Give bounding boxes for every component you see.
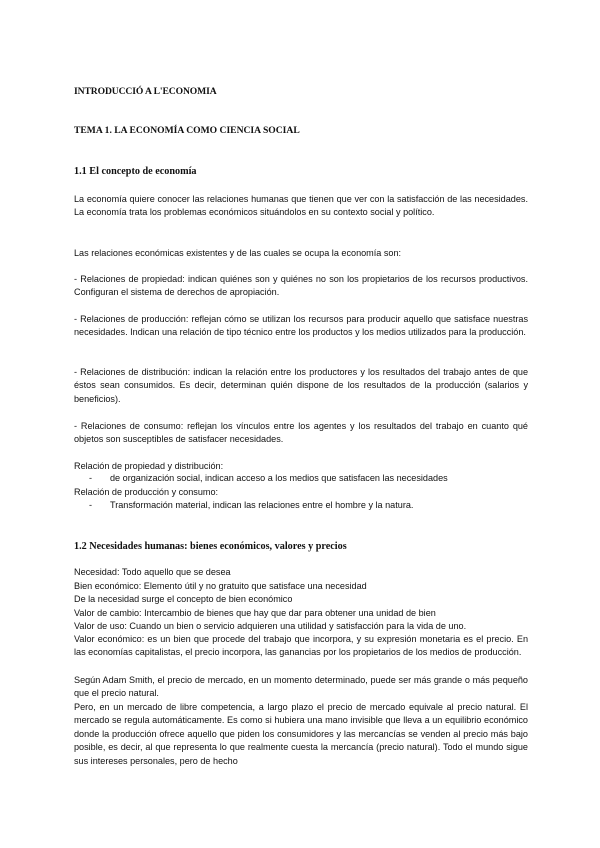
bullet-dash: - <box>89 500 93 510</box>
line-valor-uso: Valor de uso: Cuando un bien o servicio adquieren una utilidad y satisfacción para la vida de uno. <box>74 621 467 631</box>
bullet-transformacion-material: Transformación material, indican las relaciones entre el hombre y la natura. <box>110 500 414 510</box>
paragraph-intro: La economía quiere conocer las relaciones humanas que tienen que ver con la satisfacción de las necesidades. La economía trata los problemas económicos situándolos en su contexto social y político. <box>74 194 528 218</box>
paragraph-libre-competencia: Pero, en un mercado de libre competencia, a largo plazo el precio de mercado equivale al precio natural. El mercado se regula automáticamente. Es como si hubiera una mano invisible que lleva a un equilibrio económico donde la producción ofrece aquello que piden los consumidores y las mercancías se venden al precio más bajo posible, es decir, al que representa lo que realmente cuesta la mercancía (precio natural). Todo el mundo sigue sus intereses personales, pero de hecho <box>74 702 528 766</box>
line-surge-concepto: De la necesidad surge el concepto de bien económico <box>74 594 293 604</box>
paragraph-adam-smith: Según Adam Smith, el precio de mercado, en un momento determinado, puede ser más grande o más pequeño que el precio natural. <box>74 675 528 699</box>
section-1-heading: 1.1 El concepto de economía <box>74 166 197 177</box>
paragraph-consumo: - Relaciones de consumo: reflejan los vínculos entre los agentes y los resultados del trabajo en cuanto qué objetos son susceptibles de satisfacer necesidades. <box>74 421 528 445</box>
paragraph-relations: Las relaciones económicas existentes y de las cuales se ocupa la economía son: <box>74 248 402 258</box>
line-valor-cambio: Valor de cambio: Intercambio de bienes que hay que dar para obtener una unidad de bien <box>74 608 436 618</box>
bullet-organizacion-social: de organización social, indican acceso a los medios que satisfacen las necesidades <box>110 473 448 483</box>
tema-title: TEMA 1. LA ECONOMÍA COMO CIENCIA SOCIAL <box>74 125 300 136</box>
bullet-dash: - <box>89 473 93 483</box>
paragraph-produccion: - Relaciones de producción: reflejan cómo se utilizan los recursos para producir aquello que satisface nuestras necesidades. Indican una relación de tipo técnico entre los productos y los medios utilizados para la producción. <box>74 314 528 338</box>
paragraph-distribucion: - Relaciones de distribución: indican la relación entre los productores y los resultados del trabajo antes de que éstos sean consumidos. Es decir, determinan quién dispone de los resultados de la producción (salarios y beneficios). <box>74 367 528 404</box>
paragraph-propiedad: - Relaciones de propiedad: indican quiénes son y quiénes no son los propietarios de los recursos productivos. Configuran el sistema de derechos de apropiación. <box>74 274 528 298</box>
relation-propiedad-distribucion: Relación de propiedad y distribución: <box>74 461 224 471</box>
paragraph-valor-economico: Valor económico: es un bien que procede del trabajo que incorpora, y su expresión monetaria es el precio. En las economías capitalistas, el precio incorpora, las ganancias por los propietarios de los medios de producción. <box>74 634 528 658</box>
line-necesidad: Necesidad: Todo aquello que se desea <box>74 567 231 577</box>
course-title: INTRODUCCIÓ A L'ECONOMIA <box>74 86 217 97</box>
line-bien-economico: Bien económico: Elemento útil y no gratuito que satisface una necesidad <box>74 581 367 591</box>
relation-produccion-consumo: Relación de producción y consumo: <box>74 487 219 497</box>
section-2-heading: 1.2 Necesidades humanas: bienes económicos, valores y precios <box>74 541 347 552</box>
